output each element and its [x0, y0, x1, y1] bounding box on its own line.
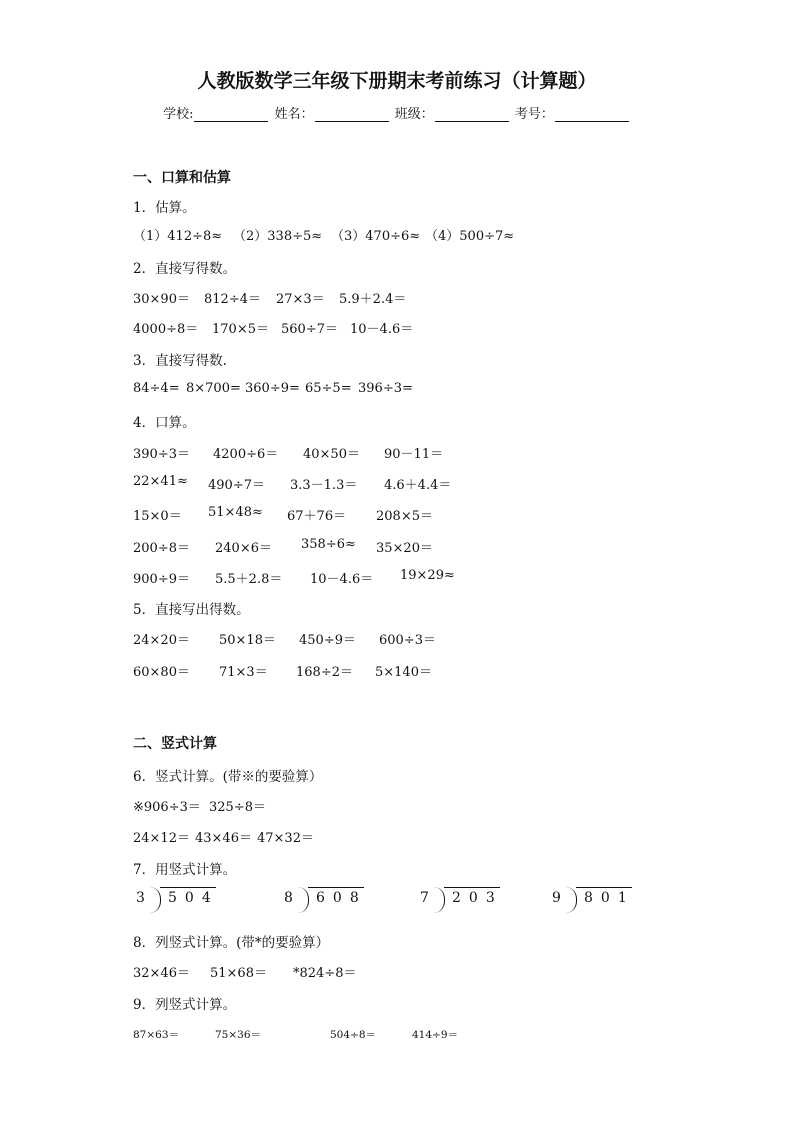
list-item: 396÷3=: [358, 381, 413, 396]
list-item: 4000÷8＝: [133, 322, 199, 337]
list-item: 67＋76＝: [287, 509, 347, 524]
question-3-label: 3．直接写得数.: [133, 353, 227, 369]
list-item: 10－4.6＝: [350, 322, 414, 337]
list-item: 170×5＝: [212, 322, 269, 337]
list-item: （1）412÷8≈: [133, 229, 223, 244]
list-item: 3.3－1.3＝: [290, 478, 358, 493]
list-item: （3）470÷6≈: [331, 229, 421, 244]
divisor: 8: [284, 890, 293, 906]
division-bracket: [434, 887, 445, 913]
question-4-label: 4．口算。: [133, 415, 196, 431]
list-item: 4.6＋4.4＝: [384, 478, 452, 493]
exam-number-blank[interactable]: [555, 107, 629, 122]
list-item: 900÷9＝: [133, 572, 190, 587]
list-item: 390÷3＝: [133, 447, 190, 462]
student-info-row: [0, 103, 794, 122]
list-item: 504÷8＝: [330, 1029, 377, 1041]
list-item: 60×80＝: [133, 665, 190, 680]
list-item: 50×18＝: [219, 633, 276, 648]
list-item: ※906÷3＝: [133, 800, 201, 815]
list-item: 240×6＝: [215, 541, 272, 556]
question-7-label: 7．用竖式计算。: [133, 862, 237, 878]
dividend: 801: [584, 890, 635, 906]
division-bar: [308, 887, 364, 888]
list-item: 5.9＋2.4＝: [339, 292, 407, 307]
class-blank[interactable]: [435, 107, 509, 122]
list-item: 4200÷6＝: [213, 447, 279, 462]
list-item: 5×140＝: [375, 665, 432, 680]
list-item: 490÷7＝: [208, 478, 265, 493]
list-item: 47×32＝: [257, 831, 314, 846]
long-division-2: [284, 882, 368, 914]
school-blank[interactable]: [194, 107, 268, 122]
list-item: 22×41≈: [133, 474, 188, 489]
list-item: （2）338÷5≈: [233, 229, 323, 244]
list-item: 35×20＝: [376, 541, 433, 556]
list-item: 19×29≈: [400, 568, 455, 583]
list-item: 168÷2＝: [296, 665, 353, 680]
question-9-label: 9．列竖式计算。: [133, 997, 237, 1013]
divisor: 7: [420, 890, 429, 906]
list-item: 15×0＝: [133, 509, 182, 524]
section-heading-oral: 一、口算和估算: [133, 170, 231, 186]
section-heading-vertical: 二、竖式计算: [133, 736, 217, 752]
division-bracket: [150, 887, 161, 913]
long-division-1: [136, 882, 220, 914]
list-item: 208×5＝: [376, 509, 433, 524]
list-item: 65÷5=: [305, 381, 352, 396]
list-item: 32×46＝: [133, 966, 190, 981]
question-6-label: 6．竖式计算。(带※的要验算）: [133, 769, 323, 785]
list-item: 30×90＝: [133, 292, 190, 307]
name-field[interactable]: 姓名：: [275, 103, 389, 122]
division-bracket: [566, 887, 577, 913]
list-item: 84÷4=: [133, 381, 180, 396]
list-item: 24×12＝: [133, 831, 190, 846]
list-item: 27×3＝: [276, 292, 325, 307]
dividend: 504: [168, 890, 219, 906]
list-item: 812÷4＝: [204, 292, 261, 307]
list-item: 90－11＝: [384, 447, 444, 462]
division-bar: [576, 887, 632, 888]
name-blank[interactable]: [315, 107, 389, 122]
list-item: 40×50＝: [303, 447, 360, 462]
division-bracket: [298, 887, 309, 913]
question-8-label: 8．列竖式计算。(带*的要验算）: [133, 935, 330, 951]
list-item: *824÷8＝: [293, 966, 357, 981]
divisor: 9: [552, 890, 561, 906]
question-2-label: 2．直接写得数。: [133, 261, 237, 277]
long-division-4: [552, 882, 636, 914]
page-title: 人教版数学三年级下册期末考前练习（计算题）: [197, 70, 597, 92]
exam-number-field[interactable]: 考号：: [515, 103, 629, 122]
list-item: 560÷7＝: [281, 322, 338, 337]
list-item: （4）500÷7≈: [425, 229, 515, 244]
list-item: 600÷3＝: [379, 633, 436, 648]
dividend: 608: [316, 890, 367, 906]
list-item: 51×48≈: [208, 505, 263, 520]
list-item: 71×3＝: [219, 665, 268, 680]
dividend: 203: [452, 890, 503, 906]
divisor: 3: [136, 890, 145, 906]
list-item: 75×36＝: [215, 1029, 262, 1041]
list-item: 5.5＋2.8＝: [215, 572, 283, 587]
long-division-3: [420, 882, 504, 914]
list-item: 24×20＝: [133, 633, 190, 648]
division-bar: [160, 887, 216, 888]
list-item: 43×46＝: [195, 831, 252, 846]
question-5-label: 5．直接写出得数。: [133, 602, 250, 618]
list-item: 360÷9=: [245, 381, 300, 396]
list-item: 450÷9＝: [299, 633, 356, 648]
class-field[interactable]: 班级：: [395, 103, 509, 122]
list-item: 414÷9＝: [412, 1029, 459, 1041]
list-item: 325÷8＝: [209, 800, 266, 815]
list-item: 87×63＝: [133, 1029, 180, 1041]
list-item: 51×68＝: [210, 966, 267, 981]
list-item: 10－4.6＝: [310, 572, 374, 587]
list-item: 8×700=: [186, 381, 241, 396]
school-field[interactable]: 学校:: [163, 103, 268, 122]
division-bar: [444, 887, 500, 888]
list-item: 200÷8＝: [133, 541, 190, 556]
question-1-label: 1．估算。: [133, 200, 196, 216]
list-item: 358÷6≈: [301, 537, 356, 552]
